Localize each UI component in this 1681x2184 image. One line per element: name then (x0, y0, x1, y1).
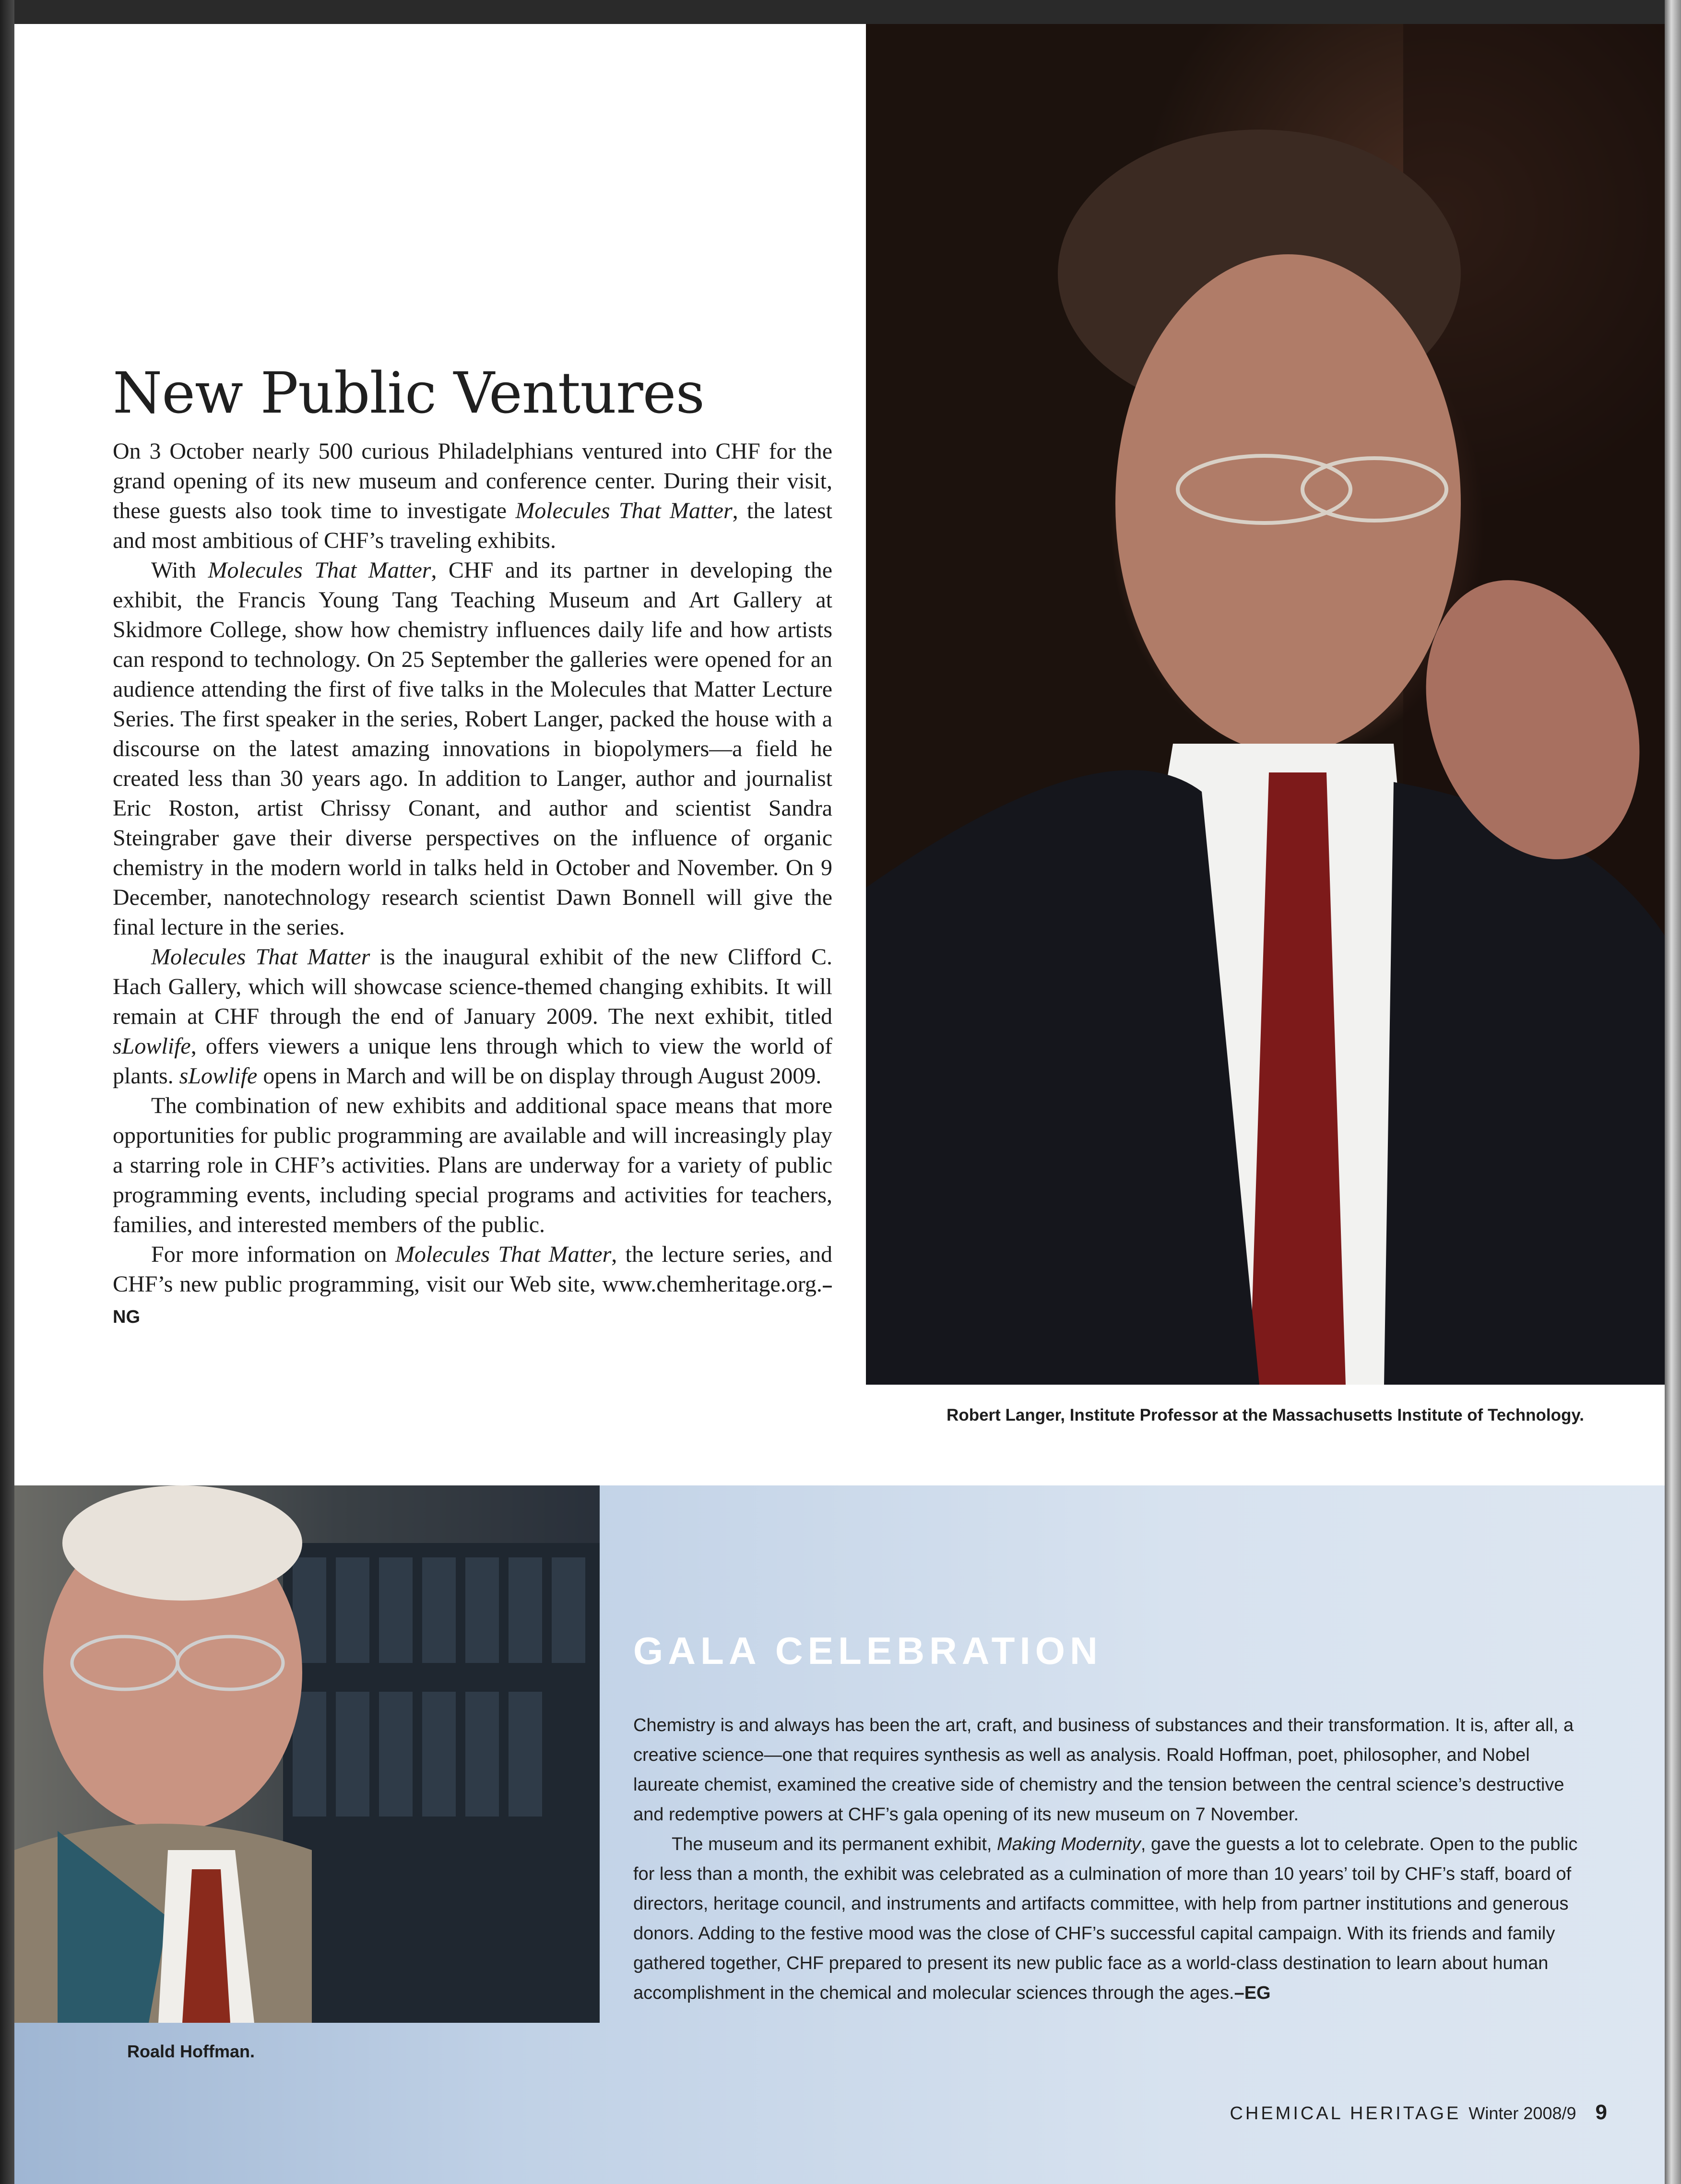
binding-spine (0, 0, 14, 2184)
magazine-page (14, 24, 1665, 2184)
article-paragraph-4: The combination of new exhibits and additional space means that more opportunities for public programming are available and will increasingly play a starring role in CHF’s activities. Plans are underway for a variety of public programming events, including special programs and activities for teachers, families, and interested members of the public. (113, 1093, 832, 1237)
author-signature: –NG (113, 1276, 832, 1327)
article-title: New Public Ventures (113, 360, 705, 426)
page-edge (1665, 0, 1681, 2184)
gala-section-body (633, 1710, 1583, 2008)
hoffman-photo-caption: Roald Hoffman. (127, 2042, 255, 2061)
page-number: 9 (1595, 2101, 1607, 2124)
article-paragraph-2: With Molecules That Matter, CHF and its partner in developing the exhibit, the Francis Young Tang Teaching Museum and Art Gallery at Skidmore College, show how chemistry influences daily life and how artists can respond to technology. On 25 September the galleries were opened for an audience attending the first of five talks in the Molecules that Matter Lecture Series. The first speaker in the series, Robert Langer, packed the house with a discourse on the latest amazing innovations in biopolymers—a field he created less than 30 years ago. In addition to Langer, author and journalist Eric Roston, artist Chrissy Conant, and author and scientist Sandra Steingraber gave their diverse perspectives on the influence of organic chemistry in the modern world in talks held in October and November. On 9 December, nanotechnology research scientist Dawn Bonnell will give the final lecture in the series. (113, 558, 833, 940)
gala-section-title: GALA CELEBRATION (633, 1629, 1102, 1672)
article-paragraph-3: Molecules That Matter is the inaugural exhibit of the new Clifford C. Hach Gallery, which will showcase science-themed changing exhibits. It will remain at CHF through the end of January 2009. The next exhibit, titled sLowlife, offers viewers a unique lens through which to view the world of plants. sLowlife opens in March and will be on display through August 2009. (113, 944, 832, 1089)
langer-portrait-illustration (866, 24, 1665, 1385)
robert-langer-photo (866, 24, 1665, 1385)
roald-hoffman-photo (14, 1485, 600, 2023)
gala-author-signature: –EG (1234, 1983, 1271, 2003)
langer-photo-caption: Robert Langer, Institute Professor at the Massachusetts Institute of Technology. (947, 1406, 1584, 1424)
article-body (113, 437, 832, 1332)
page-footer (1175, 2101, 1607, 2125)
issue-date: Winter 2008/9 (1468, 2103, 1576, 2123)
article-paragraph-5: For more information on Molecules That Matter, the lecture series, and CHF’s new public programming, visit our Web site, www.chemheritage.org.–NG (113, 1242, 832, 1327)
magazine-name: CHEMICAL HERITAGE (1230, 2103, 1461, 2124)
gala-paragraph-2: The museum and its permanent exhibit, Making Modernity, gave the guests a lot to celebrate. Open to the public for less than a month, the exhibit was celebrated as a culmination of more than 10 years’ toil by CHF’s staff, board of directors, heritage council, and instruments and artifacts committee, with help from partner institutions and generous donors. Adding to the festive mood was the close of CHF’s successful capital campaign. With its friends and family gathered together, CHF prepared to present its new public face as a world-class destination to learn about human accomplishment in the chemical and molecular sciences through the ages.–EG (633, 1834, 1578, 2003)
hoffman-portrait-illustration (14, 1485, 600, 2023)
article-paragraph-1: On 3 October nearly 500 curious Philadelphians ventured into CHF for the grand opening of its new museum and conference center. During their visit, these guests also took time to investigate Molecules That Matter, the latest and most ambitious of CHF’s traveling exhibits. (113, 439, 833, 553)
gala-paragraph-1: Chemistry is and always has been the art, craft, and business of substances and their transformation. It is, after all, a creative science—one that requires synthesis as well as analysis. Roald Hoffman, poet, philosopher, and Nobel laureate chemist, examined the creative side of chemistry and the tension between the central science’s destructive and redemptive powers at CHF’s gala opening of its new museum on 7 November. (633, 1715, 1574, 1825)
